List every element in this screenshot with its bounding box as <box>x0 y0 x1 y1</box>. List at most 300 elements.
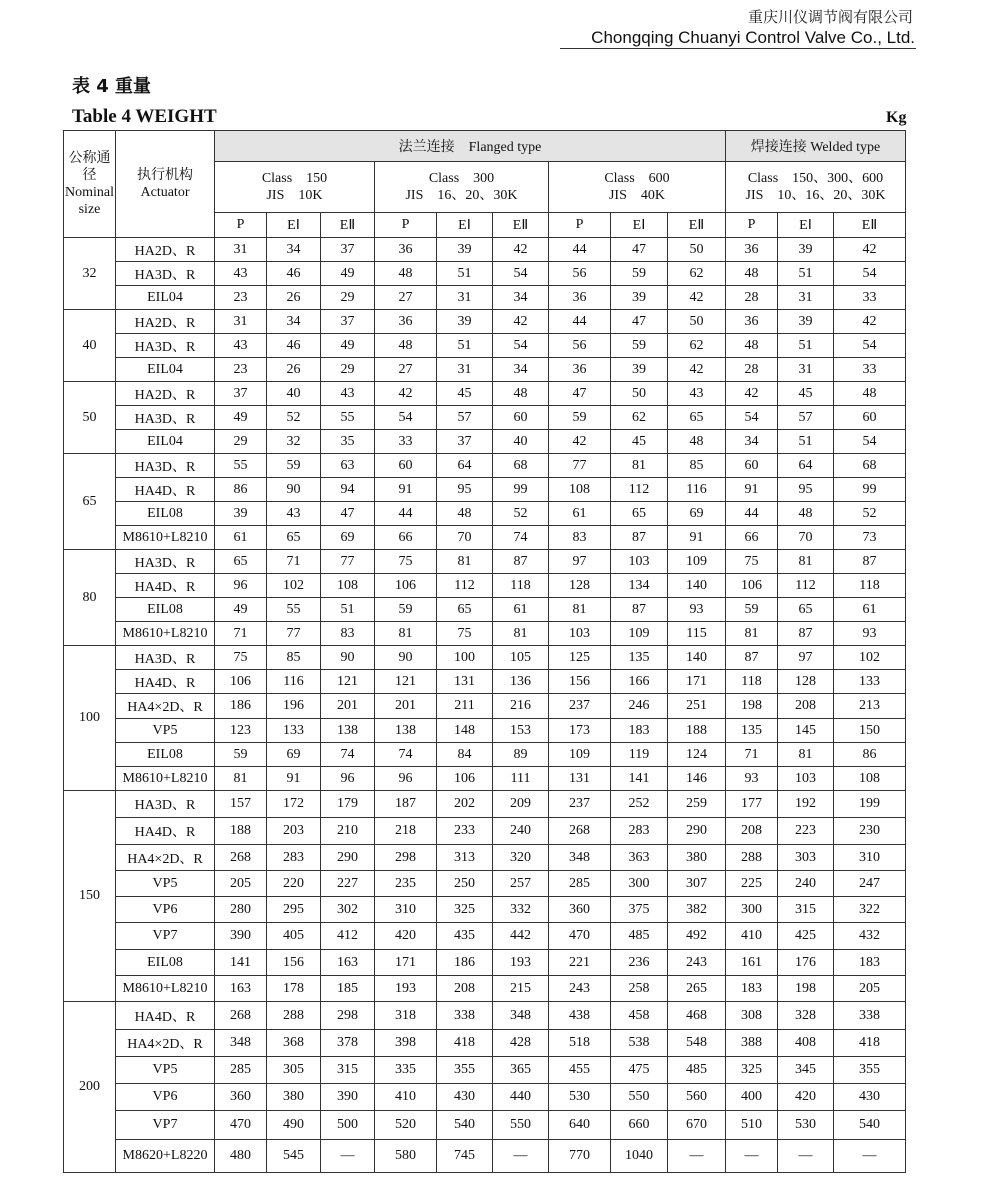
weight-value-cell: 81 <box>493 622 549 646</box>
weight-value-cell: 420 <box>375 923 437 950</box>
table-row <box>64 923 906 950</box>
weight-value-cell: 36 <box>375 238 437 262</box>
weight-value-cell: 65 <box>437 598 493 622</box>
weight-value-cell: 243 <box>668 950 726 976</box>
table-row <box>64 622 906 646</box>
weight-value-cell: 91 <box>726 478 778 502</box>
weight-value-cell: 39 <box>215 502 267 526</box>
actuator-cell: HA4D、R <box>116 478 215 502</box>
weight-value-cell: 259 <box>668 791 726 818</box>
weight-value-cell: 480 <box>215 1140 267 1173</box>
weight-value-cell: 109 <box>611 622 668 646</box>
weight-value-cell: — <box>668 1140 726 1173</box>
weight-value-cell: 136 <box>493 670 549 694</box>
weight-value-cell: 39 <box>437 238 493 262</box>
weight-value-cell: 61 <box>834 598 906 622</box>
table-row <box>64 1030 906 1057</box>
weight-value-cell: 246 <box>611 694 668 719</box>
weight-value-cell: 33 <box>375 430 437 454</box>
weight-value-cell: 235 <box>375 871 437 897</box>
weight-value-cell: 96 <box>321 767 375 791</box>
table-row <box>64 767 906 791</box>
weight-value-cell: 65 <box>611 502 668 526</box>
weight-value-cell: 146 <box>668 767 726 791</box>
weight-value-cell: 66 <box>375 526 437 550</box>
subcol-header: EⅠ <box>778 213 834 238</box>
table-row <box>64 550 906 574</box>
weight-value-cell: 156 <box>267 950 321 976</box>
weight-value-cell: 56 <box>549 262 611 286</box>
weight-value-cell: 65 <box>668 406 726 430</box>
weight-value-cell: 213 <box>834 694 906 719</box>
weight-value-cell: 93 <box>668 598 726 622</box>
subcol-header: P <box>726 213 778 238</box>
table-row <box>64 382 906 406</box>
weight-value-cell: 285 <box>549 871 611 897</box>
unit-label: Kg <box>886 109 907 126</box>
weight-value-cell: 27 <box>375 286 437 310</box>
weight-value-cell: 31 <box>215 310 267 334</box>
weight-value-cell: 332 <box>493 897 549 923</box>
weight-value-cell: 44 <box>549 238 611 262</box>
weight-value-cell: 37 <box>437 430 493 454</box>
subcol-header: EⅠ <box>437 213 493 238</box>
class-header-rating: Class 600 <box>604 171 670 186</box>
weight-value-cell: 458 <box>611 1002 668 1030</box>
weight-value-cell: 186 <box>437 950 493 976</box>
weight-value-cell: 33 <box>834 286 906 310</box>
weight-value-cell: 34 <box>267 310 321 334</box>
weight-value-cell: 49 <box>321 334 375 358</box>
weight-value-cell: 37 <box>321 238 375 262</box>
weight-value-cell: 265 <box>668 976 726 1002</box>
weight-value-cell: 39 <box>778 238 834 262</box>
weight-value-cell: 283 <box>267 845 321 871</box>
subcol-header: P <box>215 213 267 238</box>
weight-value-cell: 435 <box>437 923 493 950</box>
weight-value-cell: 70 <box>437 526 493 550</box>
table-row <box>64 845 906 871</box>
weight-value-cell: 61 <box>549 502 611 526</box>
weight-value-cell: 90 <box>267 478 321 502</box>
weight-value-cell: 69 <box>267 743 321 767</box>
weight-value-cell: 315 <box>321 1057 375 1084</box>
weight-value-cell: 39 <box>611 358 668 382</box>
weight-value-cell: 640 <box>549 1111 611 1140</box>
actuator-cell: VP5 <box>116 719 215 743</box>
weight-value-cell: 81 <box>549 598 611 622</box>
weight-value-cell: 390 <box>215 923 267 950</box>
weight-value-cell: 87 <box>493 550 549 574</box>
actuator-cell: HA4D、R <box>116 818 215 845</box>
weight-value-cell: 237 <box>549 694 611 719</box>
actuator-cell: HA3D、R <box>116 646 215 670</box>
weight-value-cell: 86 <box>834 743 906 767</box>
actuator-cell: EIL04 <box>116 286 215 310</box>
weight-value-cell: 121 <box>375 670 437 694</box>
weight-value-cell: 60 <box>493 406 549 430</box>
weight-value-cell: 54 <box>834 430 906 454</box>
weight-value-cell: 91 <box>668 526 726 550</box>
weight-value-cell: — <box>778 1140 834 1173</box>
weight-value-cell: 420 <box>778 1084 834 1111</box>
weight-value-cell: 90 <box>375 646 437 670</box>
actuator-cell: HA4×2D、R <box>116 1030 215 1057</box>
weight-value-cell: 548 <box>668 1030 726 1057</box>
weight-value-cell: 105 <box>493 646 549 670</box>
actuator-cell: HA3D、R <box>116 406 215 430</box>
weight-value-cell: 23 <box>215 358 267 382</box>
weight-value-cell: 660 <box>611 1111 668 1140</box>
weight-value-cell: 135 <box>726 719 778 743</box>
weight-value-cell: 770 <box>549 1140 611 1173</box>
weight-value-cell: 108 <box>321 574 375 598</box>
actuator-cell: VP6 <box>116 897 215 923</box>
weight-value-cell: 81 <box>726 622 778 646</box>
nominal-size-cell: 150 <box>64 791 116 1002</box>
weight-value-cell: 29 <box>321 286 375 310</box>
weight-value-cell: 48 <box>493 382 549 406</box>
table-row <box>64 670 906 694</box>
table-row <box>64 406 906 430</box>
actuator-cell: HA2D、R <box>116 382 215 406</box>
actuator-cell: M8610+L8210 <box>116 976 215 1002</box>
weight-value-cell: 179 <box>321 791 375 818</box>
weight-value-cell: 485 <box>611 923 668 950</box>
weight-value-cell: 51 <box>437 262 493 286</box>
weight-value-cell: 59 <box>726 598 778 622</box>
subcol-header: EⅠ <box>267 213 321 238</box>
weight-value-cell: 48 <box>726 262 778 286</box>
weight-value-cell: 70 <box>778 526 834 550</box>
actuator-header-cn: 执行机构 <box>137 168 193 183</box>
weight-value-cell: 87 <box>778 622 834 646</box>
weight-value-cell: 57 <box>437 406 493 430</box>
weight-value-cell: 310 <box>375 897 437 923</box>
weight-value-cell: 103 <box>778 767 834 791</box>
actuator-cell: VP7 <box>116 1111 215 1140</box>
class-header-3 <box>726 162 906 213</box>
weight-value-cell: 99 <box>834 478 906 502</box>
weight-value-cell: 360 <box>549 897 611 923</box>
weight-value-cell: 295 <box>267 897 321 923</box>
weight-value-cell: 59 <box>611 262 668 286</box>
subcol-header: EⅡ <box>321 213 375 238</box>
weight-value-cell: 43 <box>215 262 267 286</box>
weight-value-cell: 348 <box>549 845 611 871</box>
weight-value-cell: 83 <box>321 622 375 646</box>
weight-value-cell: 125 <box>549 646 611 670</box>
actuator-header <box>116 131 215 238</box>
weight-value-cell: 430 <box>437 1084 493 1111</box>
actuator-cell: EIL08 <box>116 950 215 976</box>
weight-value-cell: 93 <box>834 622 906 646</box>
weight-value-cell: 145 <box>778 719 834 743</box>
weight-value-cell: 133 <box>267 719 321 743</box>
weight-value-cell: 47 <box>611 238 668 262</box>
weight-value-cell: 44 <box>726 502 778 526</box>
weight-value-cell: 81 <box>437 550 493 574</box>
weight-value-cell: 221 <box>549 950 611 976</box>
weight-value-cell: 318 <box>375 1002 437 1030</box>
weight-value-cell: 52 <box>493 502 549 526</box>
class-header-jis: JIS 10K <box>266 188 323 203</box>
weight-value-cell: 268 <box>215 1002 267 1030</box>
weight-value-cell: 52 <box>267 406 321 430</box>
weight-value-cell: 251 <box>668 694 726 719</box>
table-row <box>64 791 906 818</box>
weight-value-cell: 65 <box>215 550 267 574</box>
weight-value-cell: 382 <box>668 897 726 923</box>
weight-value-cell: 36 <box>726 310 778 334</box>
weight-value-cell: 378 <box>321 1030 375 1057</box>
table-row <box>64 871 906 897</box>
weight-value-cell: 40 <box>493 430 549 454</box>
weight-value-cell: 97 <box>778 646 834 670</box>
weight-value-cell: 198 <box>726 694 778 719</box>
weight-value-cell: 538 <box>611 1030 668 1057</box>
weight-value-cell: 240 <box>493 818 549 845</box>
weight-value-cell: 112 <box>437 574 493 598</box>
weight-value-cell: 54 <box>834 262 906 286</box>
weight-value-cell: 42 <box>375 382 437 406</box>
weight-value-cell: 375 <box>611 897 668 923</box>
weight-value-cell: 410 <box>375 1084 437 1111</box>
weight-value-cell: 198 <box>778 976 834 1002</box>
weight-value-cell: 77 <box>321 550 375 574</box>
weight-value-cell: 322 <box>834 897 906 923</box>
nominal-size-cell: 65 <box>64 454 116 550</box>
table-title-en: Table 4 WEIGHT <box>72 106 217 127</box>
weight-value-cell: 71 <box>726 743 778 767</box>
weight-value-cell: 37 <box>215 382 267 406</box>
weight-value-cell: 288 <box>267 1002 321 1030</box>
weight-value-cell: 405 <box>267 923 321 950</box>
weight-value-cell: 141 <box>611 767 668 791</box>
weight-value-cell: 388 <box>726 1030 778 1057</box>
weight-value-cell: 91 <box>375 478 437 502</box>
weight-value-cell: 240 <box>778 871 834 897</box>
weight-value-cell: 37 <box>321 310 375 334</box>
weight-value-cell: 163 <box>321 950 375 976</box>
actuator-cell: VP7 <box>116 923 215 950</box>
weight-value-cell: 73 <box>834 526 906 550</box>
weight-value-cell: 55 <box>267 598 321 622</box>
weight-value-cell: 1040 <box>611 1140 668 1173</box>
weight-value-cell: 87 <box>726 646 778 670</box>
class-header-jis: JIS 10、16、20、30K <box>745 188 886 203</box>
weight-value-cell: 44 <box>549 310 611 334</box>
weight-value-cell: 209 <box>493 791 549 818</box>
table-row <box>64 1057 906 1084</box>
table-row <box>64 1084 906 1111</box>
weight-value-cell: 29 <box>215 430 267 454</box>
weight-value-cell: 119 <box>611 743 668 767</box>
weight-value-cell: 201 <box>375 694 437 719</box>
weight-value-cell: 36 <box>549 286 611 310</box>
nominal-size-header-en: Nominal size <box>65 185 114 217</box>
weight-value-cell: 60 <box>726 454 778 478</box>
weight-value-cell: 408 <box>778 1030 834 1057</box>
weight-value-cell: — <box>321 1140 375 1173</box>
weight-value-cell: 560 <box>668 1084 726 1111</box>
nominal-size-header <box>64 131 116 238</box>
table-row <box>64 743 906 767</box>
class-header-2 <box>549 162 726 213</box>
weight-value-cell: 398 <box>375 1030 437 1057</box>
weight-value-cell: 50 <box>668 310 726 334</box>
weight-value-cell: 156 <box>549 670 611 694</box>
subcol-header: EⅡ <box>668 213 726 238</box>
subcol-header: EⅡ <box>834 213 906 238</box>
weight-value-cell: 440 <box>493 1084 549 1111</box>
weight-value-cell: 77 <box>267 622 321 646</box>
subcol-header: P <box>549 213 611 238</box>
weight-value-cell: 42 <box>726 382 778 406</box>
weight-value-cell: 205 <box>834 976 906 1002</box>
weight-value-cell: 44 <box>375 502 437 526</box>
weight-value-cell: 131 <box>549 767 611 791</box>
weight-value-cell: 545 <box>267 1140 321 1173</box>
weight-value-cell: 77 <box>549 454 611 478</box>
weight-value-cell: 171 <box>375 950 437 976</box>
weight-value-cell: 34 <box>726 430 778 454</box>
weight-value-cell: 85 <box>668 454 726 478</box>
table-row <box>64 1111 906 1140</box>
actuator-cell: HA2D、R <box>116 310 215 334</box>
weight-value-cell: 211 <box>437 694 493 719</box>
table-row <box>64 1002 906 1030</box>
weight-value-cell: 258 <box>611 976 668 1002</box>
actuator-cell: HA4D、R <box>116 1002 215 1030</box>
weight-value-cell: 103 <box>611 550 668 574</box>
table-row <box>64 238 906 262</box>
weight-value-cell: 90 <box>321 646 375 670</box>
actuator-cell: EIL08 <box>116 502 215 526</box>
weight-value-cell: 141 <box>215 950 267 976</box>
weight-value-cell: 36 <box>726 238 778 262</box>
table-row <box>64 574 906 598</box>
weight-value-cell: 455 <box>549 1057 611 1084</box>
weight-value-cell: 280 <box>215 897 267 923</box>
weight-value-cell: 196 <box>267 694 321 719</box>
weight-value-cell: 57 <box>778 406 834 430</box>
weight-value-cell: 320 <box>493 845 549 871</box>
weight-value-cell: 60 <box>375 454 437 478</box>
table-row <box>64 598 906 622</box>
nominal-size-cell: 40 <box>64 310 116 382</box>
weight-value-cell: 325 <box>437 897 493 923</box>
weight-value-cell: 520 <box>375 1111 437 1140</box>
weight-value-cell: 111 <box>493 767 549 791</box>
weight-value-cell: 380 <box>267 1084 321 1111</box>
weight-value-cell: 33 <box>834 358 906 382</box>
weight-value-cell: 310 <box>834 845 906 871</box>
weight-value-cell: 46 <box>267 334 321 358</box>
weight-value-cell: — <box>493 1140 549 1173</box>
weight-value-cell: 85 <box>267 646 321 670</box>
welded-type-header: 焊接连接 Welded type <box>726 131 906 162</box>
weight-value-cell: 315 <box>778 897 834 923</box>
weight-value-cell: 338 <box>437 1002 493 1030</box>
weight-value-cell: 210 <box>321 818 375 845</box>
weight-value-cell: 75 <box>726 550 778 574</box>
class-header-1 <box>375 162 549 213</box>
table-row <box>64 646 906 670</box>
weight-value-cell: 745 <box>437 1140 493 1173</box>
weight-value-cell: 475 <box>611 1057 668 1084</box>
weight-value-cell: 193 <box>493 950 549 976</box>
weight-value-cell: 87 <box>834 550 906 574</box>
weight-value-cell: 54 <box>493 334 549 358</box>
weight-value-cell: 62 <box>668 334 726 358</box>
weight-value-cell: 69 <box>668 502 726 526</box>
weight-value-cell: 36 <box>549 358 611 382</box>
weight-value-cell: 236 <box>611 950 668 976</box>
weight-value-cell: 26 <box>267 358 321 382</box>
weight-value-cell: 550 <box>611 1084 668 1111</box>
weight-value-cell: 42 <box>834 310 906 334</box>
weight-value-cell: 106 <box>726 574 778 598</box>
weight-value-cell: 187 <box>375 791 437 818</box>
actuator-cell: EIL04 <box>116 358 215 382</box>
weight-value-cell: 133 <box>834 670 906 694</box>
table-row <box>64 430 906 454</box>
weight-value-cell: 31 <box>215 238 267 262</box>
weight-value-cell: 65 <box>778 598 834 622</box>
weight-value-cell: 233 <box>437 818 493 845</box>
weight-value-cell: 348 <box>215 1030 267 1057</box>
weight-value-cell: 430 <box>834 1084 906 1111</box>
weight-value-cell: 202 <box>437 791 493 818</box>
weight-value-cell: 348 <box>493 1002 549 1030</box>
weight-value-cell: 45 <box>437 382 493 406</box>
weight-value-cell: 43 <box>267 502 321 526</box>
weight-value-cell: 123 <box>215 719 267 743</box>
weight-value-cell: 134 <box>611 574 668 598</box>
weight-value-cell: 48 <box>375 262 437 286</box>
weight-value-cell: 31 <box>778 286 834 310</box>
weight-value-cell: 103 <box>549 622 611 646</box>
company-name-cn: 重庆川仪调节阀有限公司 <box>747 8 913 26</box>
weight-value-cell: 91 <box>267 767 321 791</box>
actuator-cell: EIL04 <box>116 430 215 454</box>
actuator-cell: HA3D、R <box>116 550 215 574</box>
weight-value-cell: 31 <box>778 358 834 382</box>
weight-value-cell: 45 <box>611 430 668 454</box>
weight-table <box>63 130 906 1173</box>
weight-value-cell: 540 <box>834 1111 906 1140</box>
weight-value-cell: 360 <box>215 1084 267 1111</box>
table-row <box>64 526 906 550</box>
weight-value-cell: 51 <box>778 334 834 358</box>
weight-value-cell: 223 <box>778 818 834 845</box>
weight-value-cell: 65 <box>267 526 321 550</box>
weight-value-cell: 247 <box>834 871 906 897</box>
weight-value-cell: 108 <box>834 767 906 791</box>
weight-value-cell: 193 <box>375 976 437 1002</box>
weight-value-cell: 176 <box>778 950 834 976</box>
weight-value-cell: 186 <box>215 694 267 719</box>
weight-value-cell: 42 <box>549 430 611 454</box>
weight-value-cell: 468 <box>668 1002 726 1030</box>
weight-value-cell: 208 <box>778 694 834 719</box>
weight-value-cell: 243 <box>549 976 611 1002</box>
weight-value-cell: 442 <box>493 923 549 950</box>
weight-value-cell: 208 <box>726 818 778 845</box>
weight-value-cell: 109 <box>549 743 611 767</box>
weight-value-cell: 42 <box>668 286 726 310</box>
